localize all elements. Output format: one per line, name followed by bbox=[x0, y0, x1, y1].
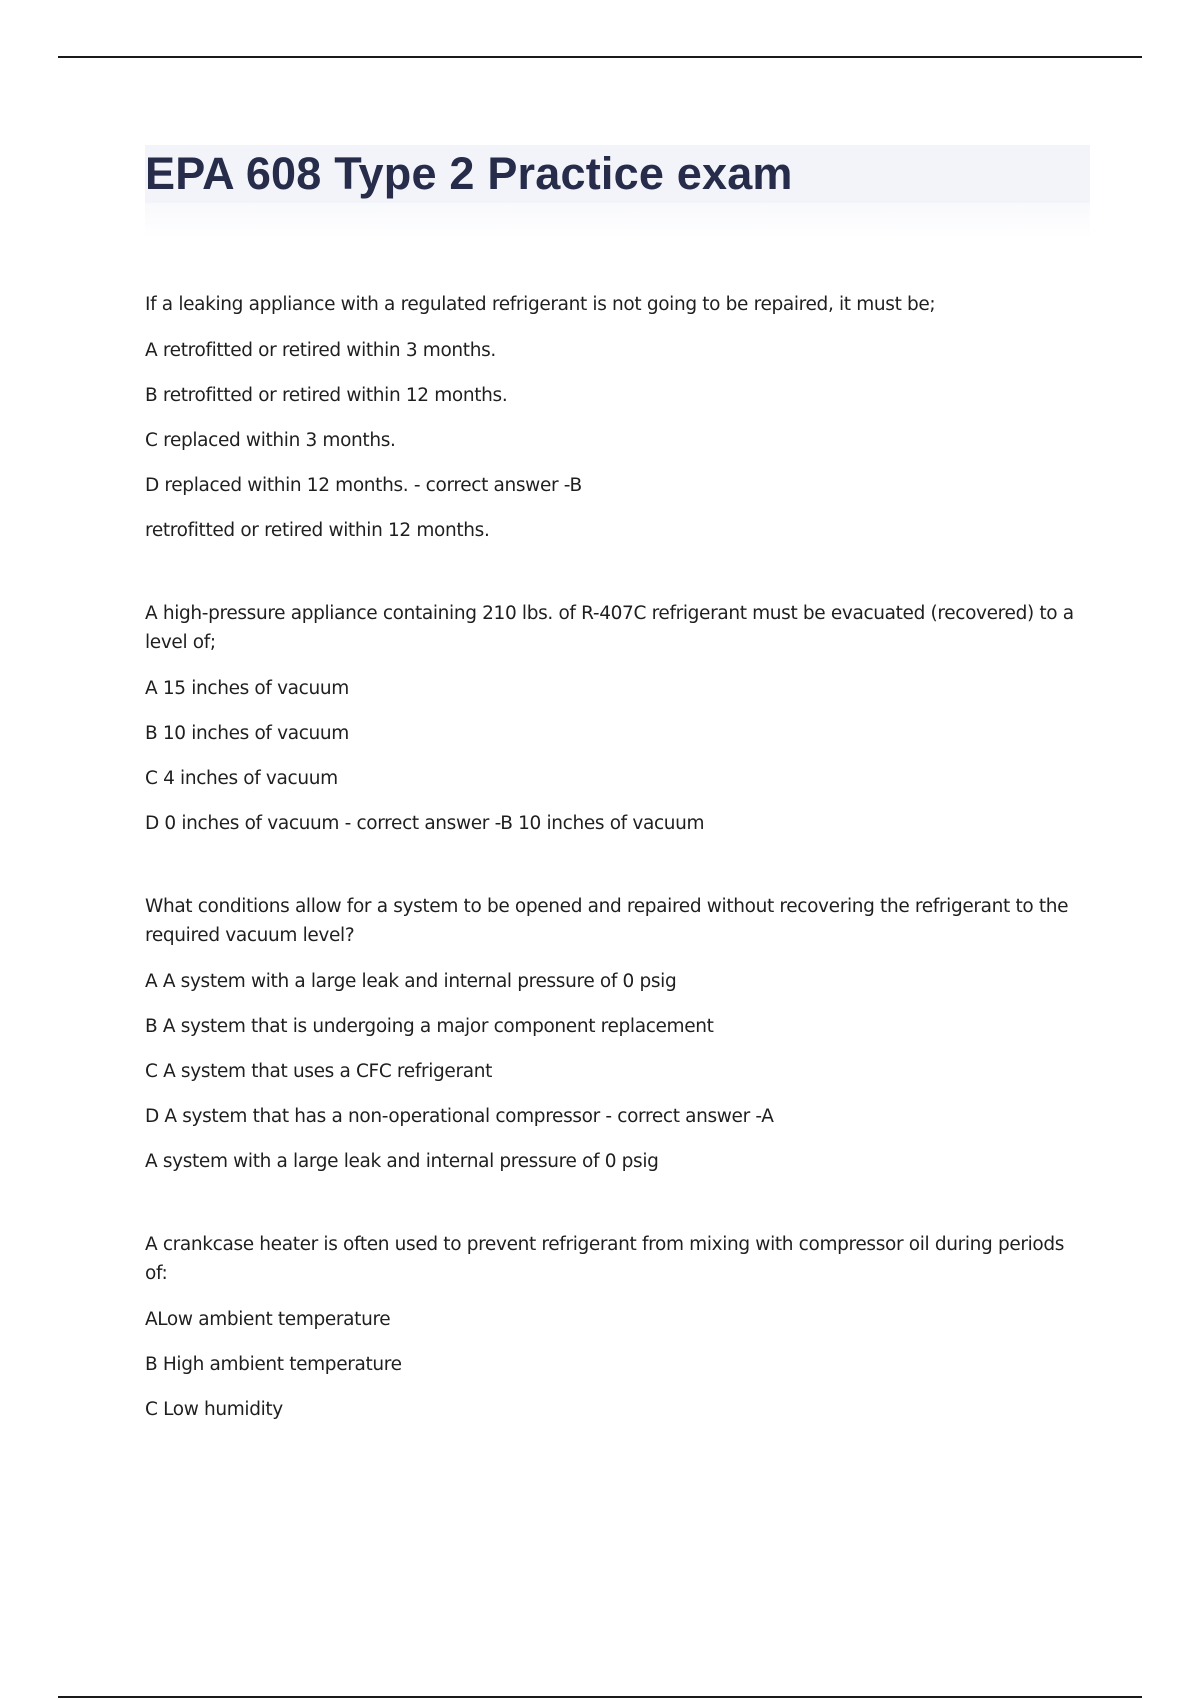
answer-option: C 4 inches of vacuum bbox=[145, 768, 338, 789]
question-spacer bbox=[145, 553, 1090, 599]
answer-option: C replaced within 3 months. bbox=[145, 430, 396, 451]
answer-option: D replaced within 12 months. - correct answer -B bbox=[145, 475, 582, 496]
question-spacer bbox=[145, 1184, 1090, 1230]
question-block bbox=[145, 1230, 1090, 1432]
correct-answer-text: retrofitted or retired within 12 months. bbox=[145, 520, 490, 541]
answer-option: B 10 inches of vacuum bbox=[145, 723, 349, 744]
correct-answer-text: A system with a large leak and internal pressure of 0 psig bbox=[145, 1151, 659, 1172]
top-rule bbox=[58, 56, 1142, 58]
question-text: What conditions allow for a system to be opened and repaired without recovering the refrigerant to the required vacuum level? bbox=[145, 896, 1069, 946]
question-block bbox=[145, 892, 1090, 1184]
answer-option: D A system that has a non-operational compressor - correct answer -A bbox=[145, 1106, 774, 1127]
bottom-rule bbox=[58, 1696, 1142, 1698]
answer-option: D 0 inches of vacuum - correct answer -B 10 inches of vacuum bbox=[145, 813, 705, 834]
answer-option: ALow ambient temperature bbox=[145, 1309, 391, 1330]
answer-option: A retrofitted or retired within 3 months. bbox=[145, 340, 496, 361]
question-spacer bbox=[145, 846, 1090, 892]
answer-option: C Low humidity bbox=[145, 1399, 283, 1420]
question-list bbox=[145, 290, 1090, 1432]
answer-option: C A system that uses a CFC refrigerant bbox=[145, 1061, 492, 1082]
question-text: A high-pressure appliance containing 210 lbs. of R-407C refrigerant must be evacuated (recovered) to a level of; bbox=[145, 603, 1074, 653]
title-background-fade bbox=[145, 203, 1090, 239]
answer-option: B A system that is undergoing a major component replacement bbox=[145, 1016, 714, 1037]
answer-option: A 15 inches of vacuum bbox=[145, 678, 349, 699]
answer-option: A A system with a large leak and internal pressure of 0 psig bbox=[145, 971, 677, 992]
question-block bbox=[145, 290, 1090, 553]
question-text: A crankcase heater is often used to prevent refrigerant from mixing with compressor oil during periods of: bbox=[145, 1234, 1065, 1284]
question-text: If a leaking appliance with a regulated refrigerant is not going to be repaired, it must be; bbox=[145, 294, 936, 315]
answer-option: B retrofitted or retired within 12 months. bbox=[145, 385, 508, 406]
question-block bbox=[145, 599, 1090, 846]
page-title: EPA 608 Type 2 Practice exam bbox=[145, 148, 793, 199]
answer-option: B High ambient temperature bbox=[145, 1354, 402, 1375]
